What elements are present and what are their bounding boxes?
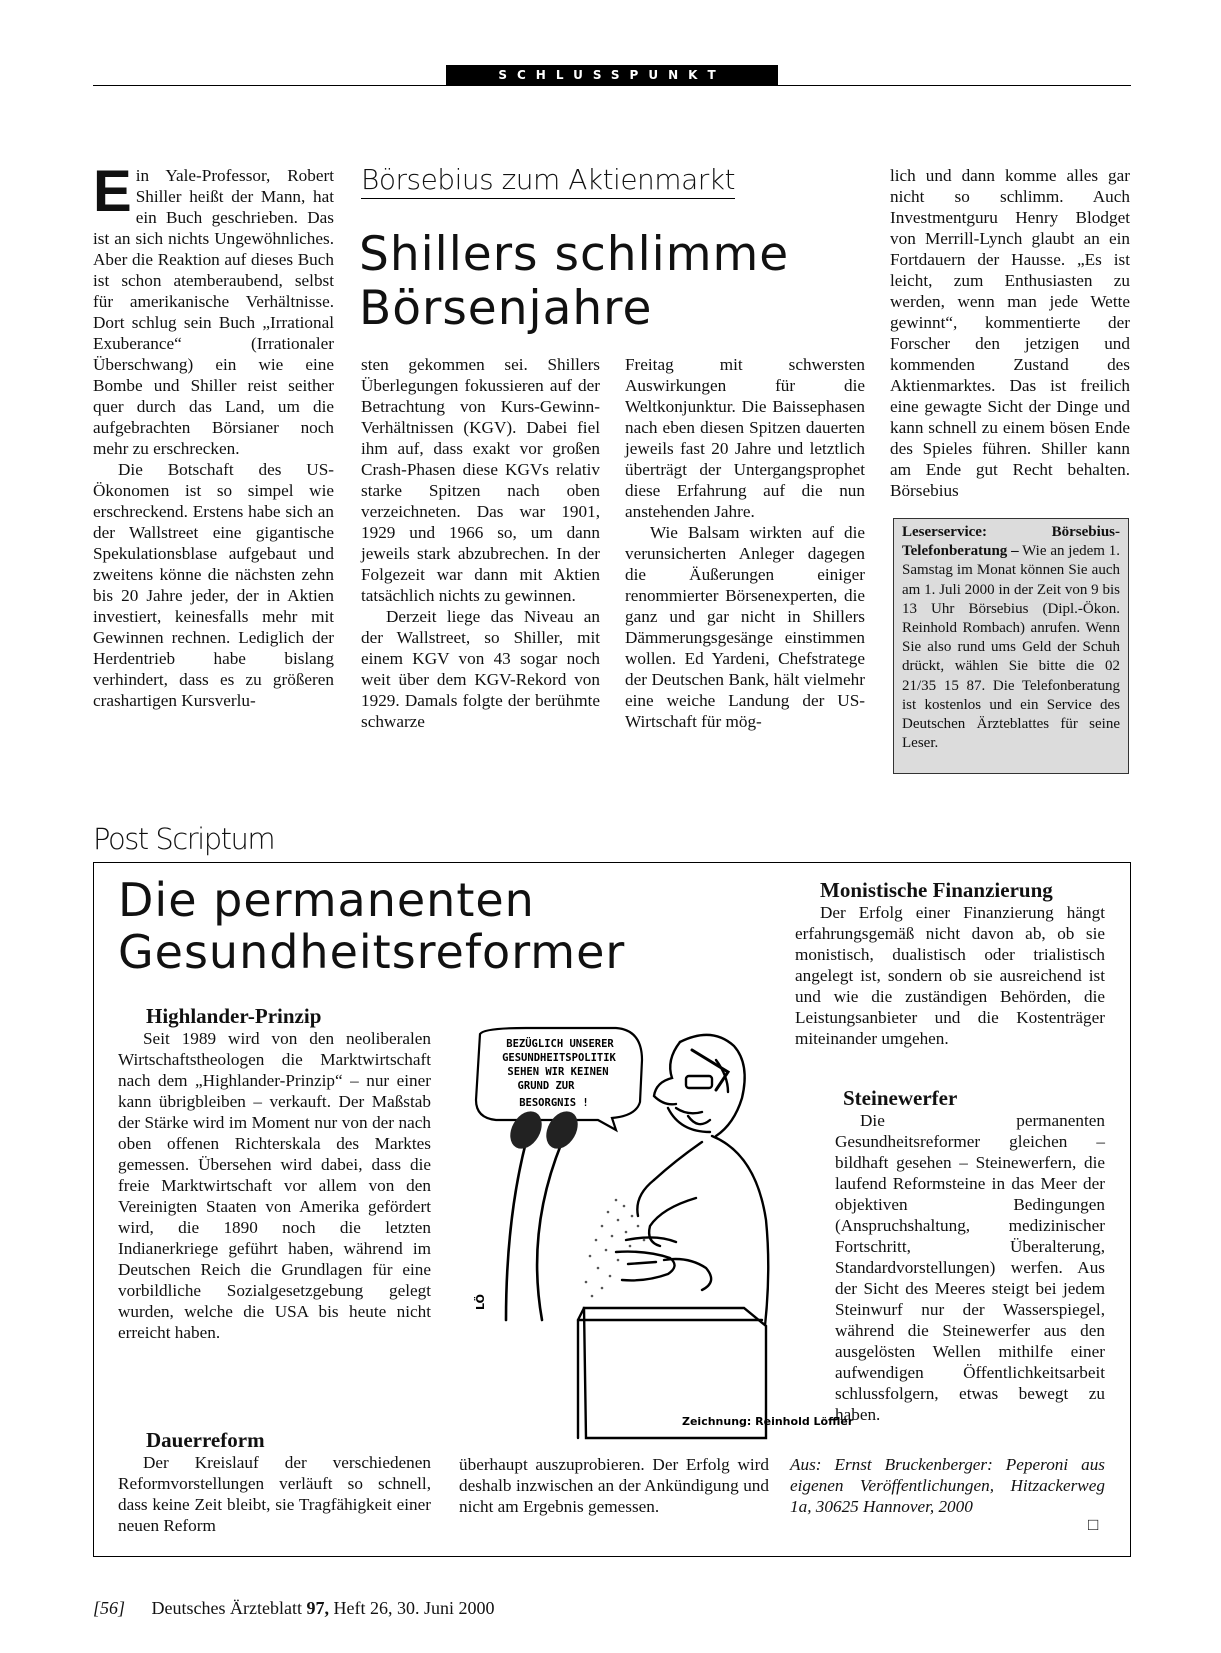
reader-service-box — [893, 518, 1129, 774]
shading — [585, 1199, 646, 1298]
issue-info: Heft 26, 30. Juni 2000 — [333, 1598, 495, 1618]
label-text: Post Scriptum — [93, 822, 275, 856]
bubble-line: BEZÜGLICH UNSERER — [506, 1038, 614, 1050]
cartoon-illustration — [466, 1020, 854, 1438]
article-paragraph: Wie Balsam wirkten auf die verunsicherten Anleger dagegen die Äußerungen einiger renommierter Börsenexperten, die ganz und gar nicht in Shillers Dämmerungsgesänge einstimmen wollen. Ed Yardeni, Chefstratege der Deutschen Bank, hält vielmehr eine weiche Landung der US-Wirtschaft für mög- — [625, 523, 865, 731]
article-paragraph: lich und dann komme alles gar nicht so schlimm. Auch Investmentguru Henry Blodget von Merrill-Lynch glaubt an ein Fortdauern der Hausse. „Es ist leicht, zum Enthusiasten zu werden, wenn man jede Wette gewinnt“, kommentierte der Forscher den jetzigen und kommenden Zustand des Aktienmarktes. Das ist freilich eine gewagte Sicht der Dinge und kann schnell zu einem bösen Ende des Spieles führen. Shiller kann am Ende gut Recht behalten. Börsebius — [890, 166, 1130, 500]
article-text: in Yale-Professor, Robert Shiller heißt der Mann, hat ein Buch geschrieben. Das ist an sich nichts Ungewöhnliches. Aber die Reaktion auf dieses Buch ist schon atemberaubend, selbst für amerikanische Verhältnisse. Dort schlug sein Buch „Irrational Exuberance“ (Irrationaler Überschwang) ein wie eine Bombe und Shiller reist seither quer durch das Land, um die aufgebrachten Börsianer noch mehr zu erschrecken. — [93, 166, 334, 458]
bubble-line: GESUNDHEITSPOLITIK — [502, 1052, 616, 1064]
box-text: Wie an jedem 1. Samstag im Monat können Sie auch am 1. Juli 2000 in der Zeit von 9 bis 13 Uhr Börsebius (Dipl.-Ökon. Reinhold Rombach) anrufen. Wenn Sie also rund ums Geld der Schuh drückt, wählen Sie bitte die 02 21/35 15 87. Die Telefonberatung ist kostenlos und ein Service des Deutschen Ärzteblattes für seine Leser. — [902, 543, 1120, 752]
volume-number: 97, — [306, 1598, 329, 1618]
subheading: Highlander-Prinzip — [146, 1004, 322, 1028]
source-citation — [790, 1454, 1105, 1517]
ps-paragraph: überhaupt auszuprobieren. Der Erfolg wird deshalb inzwischen an der Ankündigung und nicht am Ergebnis gemessen. — [459, 1455, 769, 1516]
title-line: Gesundheitsreformer — [118, 925, 626, 979]
article-col-3 — [625, 354, 865, 732]
section-label-text: SCHLUSSPUNKT — [498, 68, 726, 82]
ps-paragraph: Die permanenten Gesundheitsreformer gleichen – bildhaft gesehen – Steinewerfern, die laufend Reformsteine in das Meer der objektiven Bedingungen (Anspruchshaltung, medizinischer Fortschritt, Überalterung, Standardvorstellungen) werfen. Aus der Sicht des Meeres steigt bei jedem Steinwurf nur der Wasserspiegel, während die Steinewerfer aus den ausgelösten Wellen mithilfe einer aufwendigen Öffentlichkeitsarbeit schlussfolgern, etwas bewegt zu haben. — [835, 1111, 1105, 1424]
bubble-line: BESORGNIS ! — [519, 1097, 589, 1109]
article-col-1 — [93, 159, 334, 711]
ps-col-left-2 — [118, 1428, 431, 1536]
subheading: Monistische Finanzierung — [820, 878, 1053, 902]
page-footer — [93, 1598, 494, 1619]
title-line: Die permanenten — [118, 873, 535, 927]
ps-col-right-2 — [835, 1086, 1105, 1425]
cartoon-signature: LÖ — [474, 1294, 487, 1310]
article-title — [359, 228, 789, 336]
ps-col-right — [795, 878, 1105, 1049]
ps-paragraph: Der Erfolg einer Finanzierung hängt erfahrungsgemäß nicht davon ab, ob sie monistisch, dualistisch oder trialistisch angelegt ist, sondern ob sie ausreichend ist und wie die zuständigen Behörden, die Leistungsanbieter und die Kostenträger miteinander umgehen. — [795, 903, 1105, 1048]
bubble-line: SEHEN WIR KEINEN — [507, 1066, 609, 1078]
journal-name: Deutsches Ärzteblatt — [151, 1598, 302, 1618]
section-label — [446, 65, 778, 85]
bubble-line: GRUND ZUR — [517, 1080, 575, 1092]
title-line: Shillers schlimme — [359, 227, 790, 282]
end-mark — [1088, 1514, 1098, 1535]
ps-col-left — [118, 1004, 431, 1343]
end-mark-glyph: □ — [1088, 1515, 1099, 1534]
article-paragraph: Derzeit liege das Niveau an der Wallstreet, so Shiller, mit einem KGV von 43 sogar noch weit über dem KGV-Rekord von 1929. Damals folgte der berühmte schwarze — [361, 607, 600, 731]
subheading: Dauerreform — [146, 1428, 265, 1452]
article-kicker — [361, 163, 735, 199]
drop-cap: E — [93, 159, 132, 224]
box-heading: Leserservice: Börsebius-Telefonberatung – — [902, 524, 1120, 560]
header-rule — [93, 85, 1131, 86]
article-paragraph: Freitag mit schwersten Auswirkungen für die Weltkonjunktur. Die Baissephasen nach eben diesen Spitzen dauerten jeweils fast 20 Jahre und letztlich überträgt der Untergangsprophet diese Erfahrung auf die nun anstehenden Jahre. — [625, 355, 865, 521]
article-paragraph: Die Botschaft des US-Ökonomen ist so simpel wie erschreckend. Erstens habe sich an der Wallstreet eine gigantische Spekulationsblase aufgebaut und zweitens könne die nächsten zehn bis 20 Jahre jeder, der in Aktien investiert, keinesfalls mehr mit Gewinnen rechnen. Lediglich der Herdentrieb habe bislang verhindert, dass es zu größeren crashartigen Kursverlu- — [93, 460, 334, 710]
ps-paragraph: Der Kreislauf der verschiedenen Reformvorstellungen verläuft so schnell, dass keine Zeit bleibt, sie Tragfähigkeit einer neuen Reform — [118, 1453, 431, 1535]
postscriptum-title — [118, 874, 625, 978]
postscriptum-label — [93, 822, 274, 856]
ps-paragraph: Seit 1989 wird von den neoliberalen Wirtschaftstheologen die Marktwirtschaft nach dem „Highlander-Prinzip“ – nur einer kann übrigbleiben – verkauft. Der Maßstab der Stärke wird im Moment nur von der nach oben offenen Richterskala des Marktes gemessen. Übersehen wird dabei, dass die freie Marktwirtschaft vor allem von den Vereinigten Staaten von Amerika gefördert wird, die 1890 noch die letzten Indianerkriege geführt haben, während im Deutschen Reich die Grundlagen für eine vorbildliche Sozialgesetzgebung gelegt wurden, welche die USA bis heute nicht erreicht haben. — [118, 1029, 431, 1342]
article-col-2 — [361, 354, 600, 732]
article-paragraph: sten gekommen sei. Shillers Überlegungen fokussieren auf der Betrachtung von Kurs-Gewinn-Verhältnissen (KGV). Dabei fiel ihm auf, dass exakt vor großen Crash-Phasen diese KGVs relativ starke Spitzen nach oben verzeichneten. Das war 1901, 1929 und 1966 so, um dann jeweils stark abzubrechen. In der Folgezeit war dann mit Aktien tatsächlich nichts zu gewinnen. — [361, 355, 600, 605]
title-line: Börsenjahre — [359, 281, 653, 336]
page-number: [56] — [93, 1598, 126, 1618]
ps-col-mid — [459, 1454, 769, 1517]
source-text: Aus: Ernst Bruckenberger: Peperoni aus eigenen Veröffentlichungen, Hitzackerweg 1a, 30625 Hannover, 2000 — [790, 1455, 1105, 1516]
article-paragraph — [93, 159, 334, 459]
cartoon-credit: Zeichnung: Reinhold Löffler — [682, 1415, 854, 1428]
subheading: Steinewerfer — [843, 1086, 958, 1110]
kicker-text: Börsebius zum Aktienmarkt — [361, 163, 735, 196]
article-col-4 — [890, 165, 1130, 501]
